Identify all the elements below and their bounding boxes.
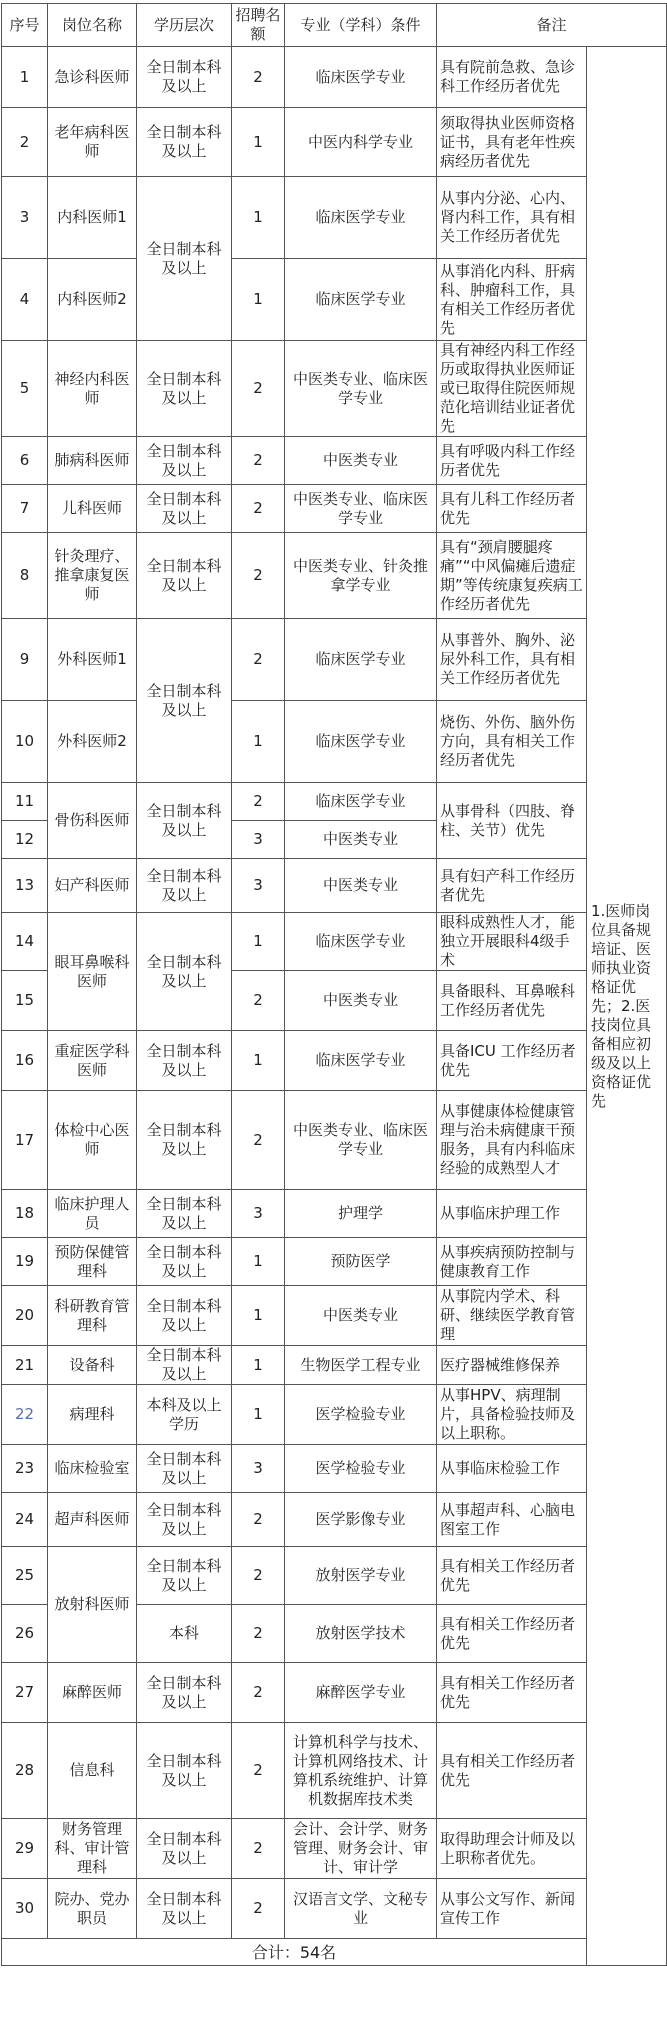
major-condition: 中医类专业 xyxy=(285,971,437,1031)
row-no: 22 xyxy=(2,1385,48,1445)
row-no: 8 xyxy=(2,533,48,619)
remark: 烧伤、外伤、脑外伤方向，具有相关工作经历者优先 xyxy=(437,701,587,783)
post-name: 体检中心医师 xyxy=(48,1091,137,1190)
major-condition: 临床医学专业 xyxy=(285,701,437,783)
quota: 1 xyxy=(232,913,285,971)
post-name: 眼耳鼻喉科医师 xyxy=(48,913,137,1031)
quota: 2 xyxy=(232,341,285,437)
education-level: 全日制本科及以上 xyxy=(137,1190,232,1238)
table-row xyxy=(2,1385,667,1445)
education-level: 全日制本科及以上 xyxy=(137,1879,232,1939)
post-name: 神经内科医师 xyxy=(48,341,137,437)
remark: 取得助理会计师及以上职称者优先。 xyxy=(437,1819,587,1879)
post-name: 肺病科医师 xyxy=(48,437,137,485)
quota: 2 xyxy=(232,1819,285,1879)
remark: 医疗器械维修保养 xyxy=(437,1346,587,1385)
table-row xyxy=(2,108,667,177)
row-no: 30 xyxy=(2,1879,48,1939)
row-no: 29 xyxy=(2,1819,48,1879)
education-level: 全日制本科及以上 xyxy=(137,1723,232,1819)
table-row xyxy=(2,619,667,701)
post-name: 老年病科医师 xyxy=(48,108,137,177)
row-no: 18 xyxy=(2,1190,48,1238)
post-name: 财务管理科、审计管理科 xyxy=(48,1819,137,1879)
table-row xyxy=(2,1091,667,1190)
table-row xyxy=(2,437,667,485)
row-no: 20 xyxy=(2,1286,48,1346)
education-level: 全日制本科及以上 xyxy=(137,341,232,437)
education-level: 全日制本科及以上 xyxy=(137,108,232,177)
education-level: 全日制本科及以上 xyxy=(137,619,232,783)
quota: 2 xyxy=(232,1723,285,1819)
row-no: 24 xyxy=(2,1493,48,1547)
row-no: 5 xyxy=(2,341,48,437)
major-condition: 临床医学专业 xyxy=(285,1031,437,1091)
quota: 1 xyxy=(232,1031,285,1091)
remark: 具有“颈肩腰腿疼痛”“中风偏瘫后遗症期”等传统康复疾病工作经历者优先 xyxy=(437,533,587,619)
post-name: 超声科医师 xyxy=(48,1493,137,1547)
major-condition: 会计、会计学、财务管理、财务会计、审计、审计学 xyxy=(285,1819,437,1879)
post-name: 急诊科医师 xyxy=(48,47,137,108)
quota: 3 xyxy=(232,1190,285,1238)
quota: 2 xyxy=(232,47,285,108)
row-no: 16 xyxy=(2,1031,48,1091)
row-no: 4 xyxy=(2,259,48,341)
post-name: 针灸理疗、推拿康复医师 xyxy=(48,533,137,619)
remark: 从事临床护理工作 xyxy=(437,1190,587,1238)
quota: 3 xyxy=(232,821,285,859)
row-no: 19 xyxy=(2,1238,48,1286)
education-level: 全日制本科及以上 xyxy=(137,437,232,485)
quota: 2 xyxy=(232,971,285,1031)
major-condition: 计算机科学与技术、计算机网络技术、计算机系统维护、计算机数据库技术类 xyxy=(285,1723,437,1819)
table-row xyxy=(2,913,667,971)
quota: 2 xyxy=(232,783,285,821)
header-quota: 招聘名额 xyxy=(232,4,285,47)
quota: 1 xyxy=(232,1346,285,1385)
education-level: 全日制本科及以上 xyxy=(137,1819,232,1879)
quota: 1 xyxy=(232,1238,285,1286)
post-name: 设备科 xyxy=(48,1346,137,1385)
quota: 2 xyxy=(232,1663,285,1723)
table-row xyxy=(2,1286,667,1346)
education-level: 全日制本科及以上 xyxy=(137,1091,232,1190)
post-name: 外科医师2 xyxy=(48,701,137,783)
major-condition: 汉语言文学、文秘专业 xyxy=(285,1879,437,1939)
table-row xyxy=(2,533,667,619)
education-level: 全日制本科及以上 xyxy=(137,859,232,913)
table-row xyxy=(2,1346,667,1385)
table-row xyxy=(2,1238,667,1286)
education-level: 全日制本科及以上 xyxy=(137,47,232,108)
quota: 2 xyxy=(232,619,285,701)
table-row xyxy=(2,1819,667,1879)
post-name: 预防保健管理科 xyxy=(48,1238,137,1286)
row-no: 17 xyxy=(2,1091,48,1190)
education-level: 全日制本科及以上 xyxy=(137,913,232,1031)
table-row xyxy=(2,859,667,913)
table-row xyxy=(2,341,667,437)
education-level: 本科 xyxy=(137,1605,232,1663)
education-level: 全日制本科及以上 xyxy=(137,1663,232,1723)
header-edu: 学历层次 xyxy=(137,4,232,47)
remark: 须取得执业医师资格证书，具有老年性疾病经历者优先 xyxy=(437,108,587,177)
remark: 具有儿科工作经历者优先 xyxy=(437,485,587,533)
row-no: 23 xyxy=(2,1445,48,1493)
row-no: 3 xyxy=(2,177,48,259)
education-level: 全日制本科及以上 xyxy=(137,1238,232,1286)
major-condition: 中医类专业、临床医学专业 xyxy=(285,1091,437,1190)
major-condition: 中医类专业、临床医学专业 xyxy=(285,485,437,533)
remark: 从事内分泌、心内、肾内科工作，具有相关工作经历者优先 xyxy=(437,177,587,259)
major-condition: 临床医学专业 xyxy=(285,259,437,341)
major-condition: 临床医学专业 xyxy=(285,177,437,259)
row-no: 9 xyxy=(2,619,48,701)
remark: 从事临床检验工作 xyxy=(437,1445,587,1493)
quota: 1 xyxy=(232,177,285,259)
row-no: 26 xyxy=(2,1605,48,1663)
table-row xyxy=(2,485,667,533)
row-no: 14 xyxy=(2,913,48,971)
quota: 1 xyxy=(232,1385,285,1445)
quota: 1 xyxy=(232,259,285,341)
table-row xyxy=(2,1445,667,1493)
major-condition: 中医类专业、临床医学专业 xyxy=(285,341,437,437)
row-no: 2 xyxy=(2,108,48,177)
quota: 1 xyxy=(232,701,285,783)
row-no: 1 xyxy=(2,47,48,108)
quota: 1 xyxy=(232,1286,285,1346)
header-no: 序号 xyxy=(2,4,48,47)
post-name: 信息科 xyxy=(48,1723,137,1819)
major-condition: 医学检验专业 xyxy=(285,1385,437,1445)
row-no: 25 xyxy=(2,1547,48,1605)
major-condition: 医学检验专业 xyxy=(285,1445,437,1493)
education-level: 全日制本科及以上 xyxy=(137,783,232,859)
row-no: 11 xyxy=(2,783,48,821)
header-major: 专业（学科）条件 xyxy=(285,4,437,47)
quota: 1 xyxy=(232,108,285,177)
table-row xyxy=(2,1663,667,1723)
post-name: 科研教育管理科 xyxy=(48,1286,137,1346)
major-condition: 放射医学专业 xyxy=(285,1547,437,1605)
remark: 具有呼吸内科工作经历者优先 xyxy=(437,437,587,485)
education-level: 全日制本科及以上 xyxy=(137,1547,232,1605)
quota: 2 xyxy=(232,1493,285,1547)
major-condition: 麻醉医学专业 xyxy=(285,1663,437,1723)
post-name: 内科医师1 xyxy=(48,177,137,259)
major-condition: 中医类专业、针灸推拿学专业 xyxy=(285,533,437,619)
remark: 从事超声科、心脑电图室工作 xyxy=(437,1493,587,1547)
major-condition: 放射医学技术 xyxy=(285,1605,437,1663)
quota: 2 xyxy=(232,533,285,619)
remark: 眼科成熟性人才，能独立开展眼科4级手术 xyxy=(437,913,587,971)
post-name: 放射科医师 xyxy=(48,1547,137,1663)
post-name: 病理科 xyxy=(48,1385,137,1445)
major-condition: 中医类专业 xyxy=(285,859,437,913)
remark: 具有相关工作经历者优先 xyxy=(437,1547,587,1605)
post-name: 儿科医师 xyxy=(48,485,137,533)
table-row xyxy=(2,1879,667,1939)
row-no: 13 xyxy=(2,859,48,913)
major-condition: 中医类专业 xyxy=(285,437,437,485)
post-name: 重症医学科医师 xyxy=(48,1031,137,1091)
table-row xyxy=(2,259,667,341)
total-count: 合计：54名 xyxy=(2,1939,587,1966)
post-name: 骨伤科医师 xyxy=(48,783,137,859)
post-name: 麻醉医师 xyxy=(48,1663,137,1723)
total-row xyxy=(2,1939,667,1966)
table-row xyxy=(2,783,667,821)
quota: 2 xyxy=(232,485,285,533)
education-level: 全日制本科及以上 xyxy=(137,1493,232,1547)
quota: 2 xyxy=(232,437,285,485)
post-name: 妇产科医师 xyxy=(48,859,137,913)
remark: 具有院前急救、急诊科工作经历者优先 xyxy=(437,47,587,108)
header-note: 备注 xyxy=(437,4,667,47)
quota: 2 xyxy=(232,1547,285,1605)
row-no: 28 xyxy=(2,1723,48,1819)
remark: 具有神经内科工作经历或取得执业医师证或已取得住院医师规范化培训结业证者优先 xyxy=(437,341,587,437)
quota: 2 xyxy=(232,1605,285,1663)
remark: 具备ICU 工作经历者优先 xyxy=(437,1031,587,1091)
education-level: 全日制本科及以上 xyxy=(137,485,232,533)
quota: 3 xyxy=(232,859,285,913)
row-no: 27 xyxy=(2,1663,48,1723)
education-level: 全日制本科及以上 xyxy=(137,533,232,619)
major-condition: 临床医学专业 xyxy=(285,47,437,108)
major-condition: 中医内科学专业 xyxy=(285,108,437,177)
remark: 从事疾病预防控制与健康教育工作 xyxy=(437,1238,587,1286)
post-name: 临床检验室 xyxy=(48,1445,137,1493)
remark: 具有相关工作经历者优先 xyxy=(437,1723,587,1819)
major-condition: 临床医学专业 xyxy=(285,619,437,701)
table-row xyxy=(2,1190,667,1238)
table-row xyxy=(2,1547,667,1605)
major-condition: 临床医学专业 xyxy=(285,783,437,821)
major-condition: 中医类专业 xyxy=(285,1286,437,1346)
quota: 2 xyxy=(232,1091,285,1190)
major-condition: 预防医学 xyxy=(285,1238,437,1286)
remark: 具有相关工作经历者优先 xyxy=(437,1663,587,1723)
post-name: 内科医师2 xyxy=(48,259,137,341)
post-name: 临床护理人员 xyxy=(48,1190,137,1238)
remark: 具备眼科、耳鼻喉科工作经历者优先 xyxy=(437,971,587,1031)
table-row xyxy=(2,1493,667,1547)
education-level: 本科及以上学历 xyxy=(137,1385,232,1445)
remark: 从事骨科（四肢、脊柱、关节）优先 xyxy=(437,783,587,859)
table-row xyxy=(2,1723,667,1819)
education-level: 全日制本科及以上 xyxy=(137,1445,232,1493)
education-level: 全日制本科及以上 xyxy=(137,1286,232,1346)
row-no: 21 xyxy=(2,1346,48,1385)
header-row xyxy=(2,4,667,47)
table-row xyxy=(2,177,667,259)
education-level: 全日制本科及以上 xyxy=(137,1031,232,1091)
quota: 2 xyxy=(232,1879,285,1939)
remark: 从事普外、胸外、泌尿外科工作，具有相关工作经历者优先 xyxy=(437,619,587,701)
education-level: 全日制本科及以上 xyxy=(137,1346,232,1385)
row-no: 6 xyxy=(2,437,48,485)
row-no: 10 xyxy=(2,701,48,783)
table-row xyxy=(2,47,667,108)
remark: 从事公文写作、新闻宣传工作 xyxy=(437,1879,587,1939)
row-no: 15 xyxy=(2,971,48,1031)
major-condition: 医学影像专业 xyxy=(285,1493,437,1547)
remark: 具有相关工作经历者优先 xyxy=(437,1605,587,1663)
major-condition: 生物医学工程专业 xyxy=(285,1346,437,1385)
remark: 具有妇产科工作经历者优先 xyxy=(437,859,587,913)
table-row xyxy=(2,701,667,783)
education-level: 全日制本科及以上 xyxy=(137,177,232,341)
recruitment-table xyxy=(1,3,667,1966)
general-note: 1.医师岗位具备规培证、医师执业资格证优先；2.医技岗位具备相应初级及以上资格证优先 xyxy=(587,47,667,1966)
post-name: 院办、党办职员 xyxy=(48,1879,137,1939)
remark: 从事院内学术、科研、继续医学教育管理 xyxy=(437,1286,587,1346)
major-condition: 临床医学专业 xyxy=(285,913,437,971)
remark: 从事消化内科、肝病科、肿瘤科工作，具有相关工作经历者优先 xyxy=(437,259,587,341)
remark: 从事HPV、病理制片，具备检验技师及以上职称。 xyxy=(437,1385,587,1445)
table-row xyxy=(2,1031,667,1091)
remark: 从事健康体检健康管理与治未病健康干预服务，具有内科临床经验的成熟型人才 xyxy=(437,1091,587,1190)
post-name: 外科医师1 xyxy=(48,619,137,701)
major-condition: 中医类专业 xyxy=(285,821,437,859)
major-condition: 护理学 xyxy=(285,1190,437,1238)
quota: 3 xyxy=(232,1445,285,1493)
row-no: 7 xyxy=(2,485,48,533)
row-no: 12 xyxy=(2,821,48,859)
header-post: 岗位名称 xyxy=(48,4,137,47)
